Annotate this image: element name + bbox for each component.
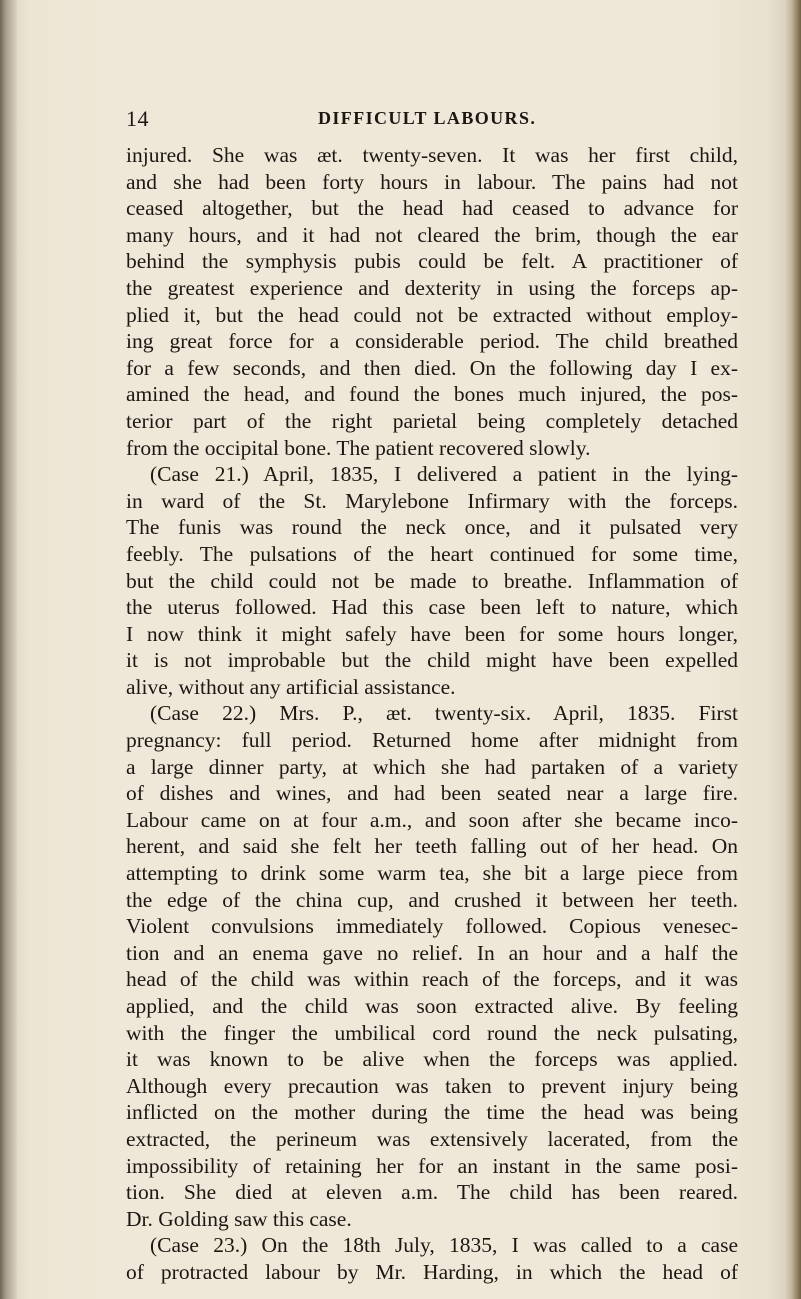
case-23-first-line: (Case 23.) On the 18th July, 1835, I was called to a case bbox=[150, 1233, 738, 1258]
text-line: a large dinner party, at which she had partaken of a variety bbox=[126, 754, 738, 779]
text-line: I now think it might safely have been for some hours longer, bbox=[126, 621, 738, 646]
text-line: The funis was round the neck once, and it pulsated very bbox=[126, 515, 738, 540]
text-line: tion and an enema gave no relief. In an hour and a half the bbox=[126, 940, 738, 965]
text-line: ing great force for a considerable period. The child breathed bbox=[126, 329, 738, 354]
page-header bbox=[126, 106, 736, 132]
text-line: amined the head, and found the bones much injured, the pos- bbox=[126, 382, 738, 407]
text-line: ceased altogether, but the head had ceased to advance for bbox=[126, 196, 738, 221]
text-line: from the occipital bone. The patient recovered slowly. bbox=[126, 435, 591, 460]
text-line: of protracted labour by Mr. Harding, in which the head of bbox=[126, 1259, 738, 1284]
text-line: head of the child was within reach of the forceps, and it was bbox=[126, 967, 738, 992]
text-line: it is not improbable but the child might have been expelled bbox=[126, 648, 738, 673]
body-text bbox=[126, 142, 738, 1286]
text-line: the greatest experience and dexterity in using the forceps ap- bbox=[126, 275, 738, 300]
text-line: tion. She died at eleven a.m. The child has been reared. bbox=[126, 1180, 738, 1205]
text-line: attempting to drink some warm tea, she bit a large piece from bbox=[126, 861, 738, 886]
text-line: for a few seconds, and then died. On the following day I ex- bbox=[126, 355, 738, 380]
text-line: behind the symphysis pubis could be felt. A practitioner of bbox=[126, 249, 738, 274]
text-line: and she had been forty hours in labour. The pains had not bbox=[126, 169, 738, 194]
text-line: but the child could not be made to breathe. Inflammation of bbox=[126, 568, 738, 593]
text-line: plied it, but the head could not be extracted without employ- bbox=[126, 302, 738, 327]
text-line: Dr. Golding saw this case. bbox=[126, 1206, 352, 1231]
text-line: the edge of the china cup, and crushed it between her teeth. bbox=[126, 887, 738, 912]
page-number: 14 bbox=[126, 106, 149, 131]
running-head: DIFFICULT LABOURS. bbox=[318, 108, 537, 128]
case-22-first-line: (Case 22.) Mrs. P., æt. twenty-six. April, 1835. First bbox=[150, 701, 738, 726]
page-gutter-left bbox=[0, 0, 18, 1299]
text-line: injured. She was æt. twenty-seven. It was her first child, bbox=[126, 143, 738, 167]
text-line: pregnancy: full period. Returned home after midnight from bbox=[126, 728, 738, 753]
page-edge-right bbox=[785, 0, 801, 1299]
text-line: extracted, the perineum was extensively lacerated, from the bbox=[126, 1126, 738, 1151]
text-line: inflicted on the mother during the time the head was being bbox=[126, 1100, 738, 1125]
text-line: the uterus followed. Had this case been left to nature, which bbox=[126, 595, 738, 620]
text-line: with the finger the umbilical cord round the neck pulsating, bbox=[126, 1020, 738, 1045]
text-line: alive, without any artificial assistance. bbox=[126, 674, 456, 699]
text-line: many hours, and it had not cleared the brim, though the ear bbox=[126, 222, 738, 247]
text-line: of dishes and wines, and had been seated near a large fire. bbox=[126, 781, 738, 806]
text-line: terior part of the right parietal being completely detached bbox=[126, 408, 738, 433]
text-line: Violent convulsions immediately followed. Copious venesec- bbox=[126, 914, 738, 939]
text-line: Although every precaution was taken to prevent injury being bbox=[126, 1073, 738, 1098]
text-line: feebly. The pulsations of the heart continued for some time, bbox=[126, 541, 738, 566]
text-line: impossibility of retaining her for an instant in the same posi- bbox=[126, 1153, 738, 1178]
text-line: Labour came on at four a.m., and soon after she became inco- bbox=[126, 807, 738, 832]
text-line: in ward of the St. Marylebone Infirmary with the forceps. bbox=[126, 488, 738, 513]
text-line: it was known to be alive when the forceps was applied. bbox=[126, 1047, 738, 1072]
text-line: herent, and said she felt her teeth falling out of her head. On bbox=[126, 834, 738, 859]
text-line: applied, and the child was soon extracted alive. By feeling bbox=[126, 994, 738, 1018]
case-21-first-line: (Case 21.) April, 1835, I delivered a patient in the lying- bbox=[150, 462, 738, 487]
